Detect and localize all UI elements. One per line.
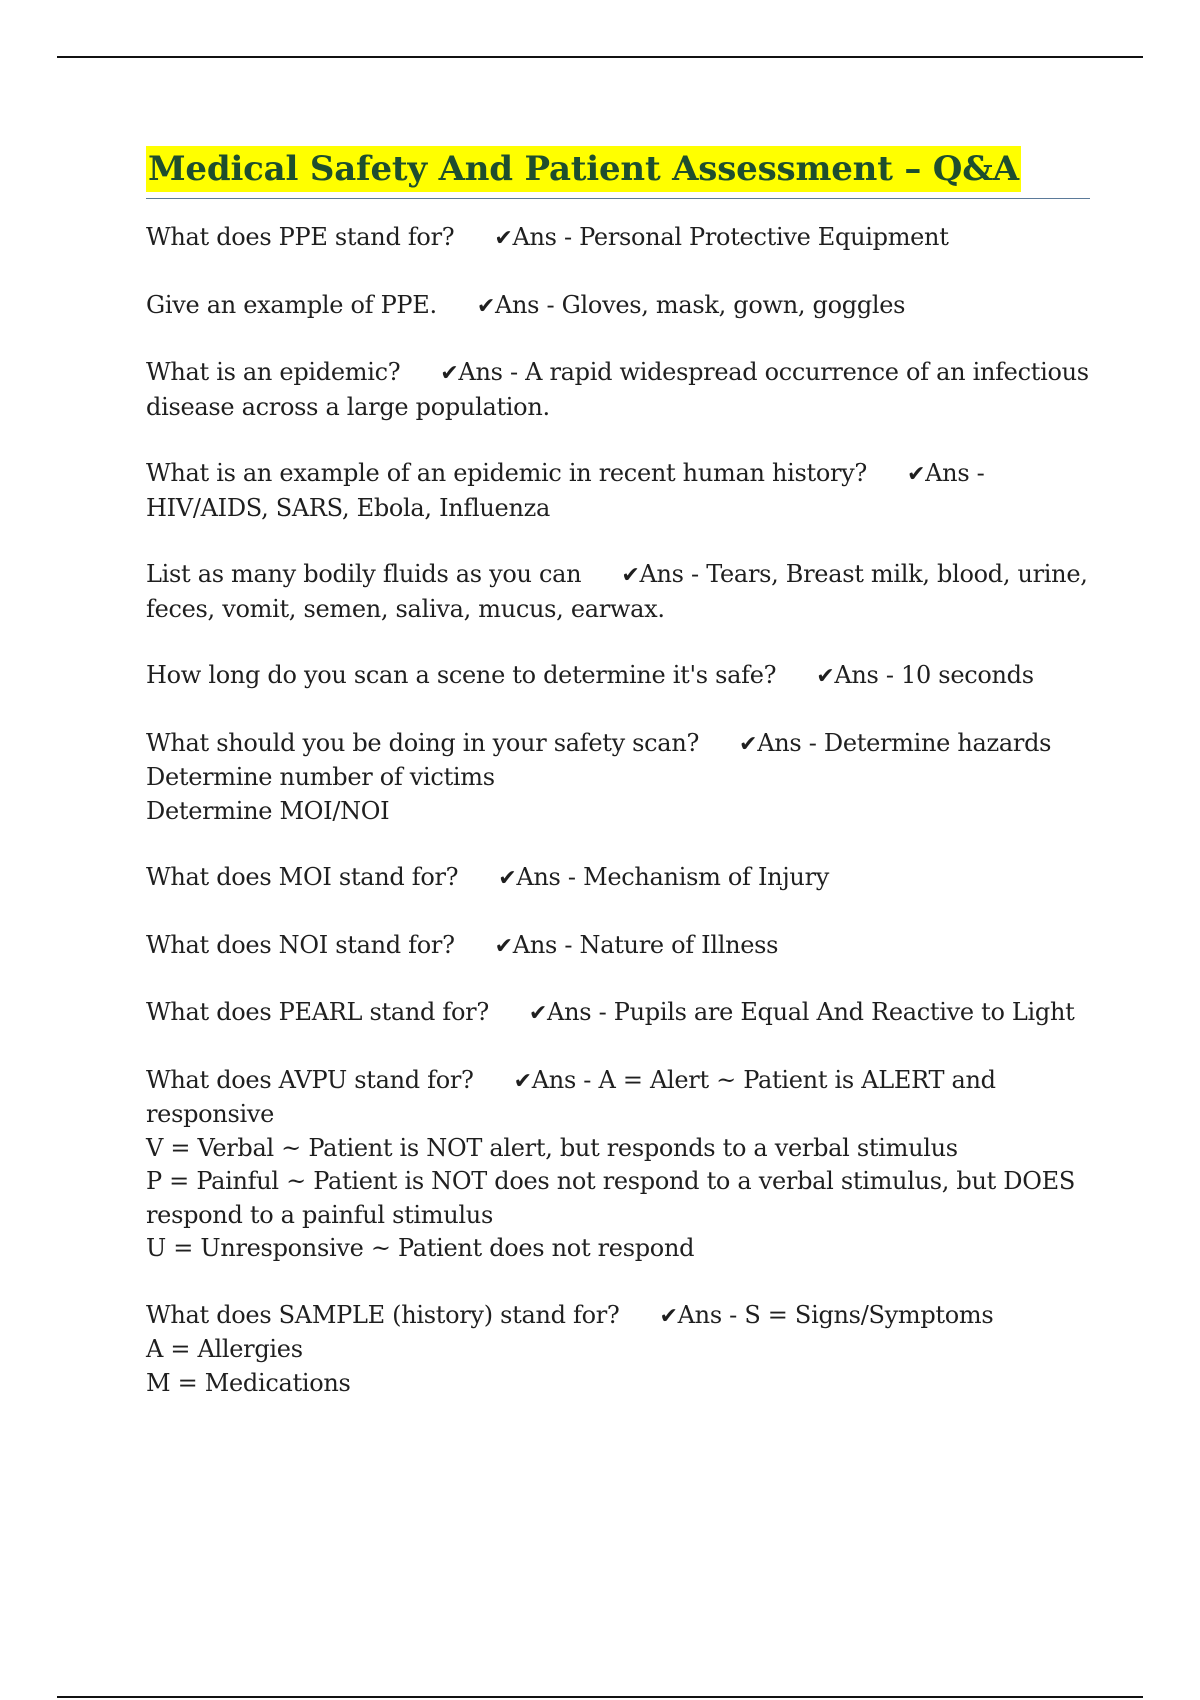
checkmark-icon: ✔: [513, 1068, 532, 1094]
answer-text: Tears, Breast milk, blood, urine, feces, vomit, semen, saliva, mucus, earwax.: [146, 560, 1088, 623]
qa-item: [146, 727, 1090, 829]
checkmark-icon: ✔: [498, 866, 517, 891]
qa-item: [146, 1299, 1090, 1401]
question-text: List as many bodily fluids as you can: [146, 560, 582, 588]
answer-text: Nature of Illness: [579, 930, 779, 959]
title-block: [146, 146, 1090, 199]
qa-item: [146, 289, 1090, 324]
answer-prefix: Ans -: [531, 1065, 592, 1094]
qa-item: [146, 457, 1090, 525]
qa-item: [146, 861, 1090, 896]
bottom-rule: [57, 1696, 1143, 1698]
answer-text: 10 seconds: [901, 661, 1034, 689]
answer-prefix: Ans -: [516, 863, 576, 891]
answer-line: Determine MOI/NOI: [146, 796, 390, 825]
checkmark-icon: ✔: [739, 731, 758, 757]
question-text: What is an example of an epidemic in recent human history?: [146, 459, 867, 487]
qa-item: [146, 929, 1090, 964]
checkmark-icon: ✔: [494, 226, 513, 251]
checkmark-icon: ✔: [816, 664, 835, 689]
question-text: What does PEARL stand for?: [146, 998, 489, 1026]
answer-text: Personal Protective Equipment: [579, 223, 949, 251]
question-text: How long do you scan a scene to determine it's safe?: [146, 661, 777, 689]
top-rule: [57, 56, 1143, 58]
answer-prefix: Ans -: [925, 459, 985, 487]
qa-item: [146, 1064, 1090, 1266]
answer-prefix: Ans -: [494, 290, 555, 319]
answer-line: U = Unresponsive ~ Patient does not respond: [146, 1234, 695, 1262]
qa-list: [146, 221, 1090, 1400]
answer-line: M = Medications: [146, 1368, 351, 1397]
answer-prefix: Ans -: [834, 661, 894, 689]
checkmark-icon: ✔: [907, 462, 926, 487]
answer-prefix: Ans -: [677, 1300, 737, 1329]
checkmark-icon: ✔: [528, 1001, 548, 1026]
question-text: What does PPE stand for?: [146, 223, 455, 251]
answer-text: A rapid widespread occurrence of an infectious disease across a large population.: [146, 358, 1089, 421]
checkmark-icon: ✔: [659, 1303, 678, 1329]
question-text: What does NOI stand for?: [146, 930, 455, 959]
page-title: Medical Safety And Patient Assessment – Q&A: [146, 146, 1021, 192]
answer-prefix: Ans -: [512, 930, 573, 959]
qa-item: [146, 996, 1090, 1031]
answer-line: A = Allergies: [146, 1335, 303, 1363]
checkmark-icon: ✔: [440, 361, 459, 386]
answer-prefix: Ans -: [757, 728, 817, 757]
answer-prefix: Ans -: [458, 358, 518, 386]
qa-item: [146, 659, 1090, 694]
checkmark-icon: ✔: [621, 563, 640, 588]
answer-text: S = Signs/Symptoms: [744, 1300, 994, 1329]
checkmark-icon: ✔: [476, 293, 495, 319]
answer-text: Gloves, mask, gown, goggles: [561, 290, 906, 319]
answer-text: Mechanism of Injury: [583, 863, 830, 891]
answer-text: Pupils are Equal And Reactive to Light: [613, 998, 1075, 1026]
answer-text: A = Alert ~ Patient is ALERT and responsive: [146, 1065, 996, 1128]
qa-item: [146, 558, 1090, 626]
question-text: What does AVPU stand for?: [146, 1065, 474, 1094]
document-body: [146, 146, 1090, 1433]
answer-line: V = Verbal ~ Patient is NOT alert, but responds to a verbal stimulus: [146, 1133, 958, 1162]
answer-prefix: Ans -: [547, 998, 607, 1026]
answer-prefix: Ans -: [639, 560, 699, 588]
answer-prefix: Ans -: [512, 223, 572, 251]
qa-item: [146, 221, 1090, 256]
answer-text: HIV/AIDS, SARS, Ebola, Influenza: [146, 493, 550, 522]
answer-text: Determine hazards: [823, 728, 1052, 757]
answer-line: P = Painful ~ Patient is NOT does not respond to a verbal stimulus, but DOES respond to a painful stimulus: [146, 1167, 1075, 1229]
question-text: Give an example of PPE.: [146, 290, 437, 319]
checkmark-icon: ✔: [494, 933, 513, 959]
answer-line: Determine number of victims: [146, 763, 495, 791]
question-text: What should you be doing in your safety scan?: [146, 728, 700, 757]
question-text: What does MOI stand for?: [146, 863, 459, 891]
question-text: What is an epidemic?: [146, 358, 401, 386]
question-text: What does SAMPLE (history) stand for?: [146, 1300, 620, 1329]
qa-item: [146, 356, 1090, 424]
